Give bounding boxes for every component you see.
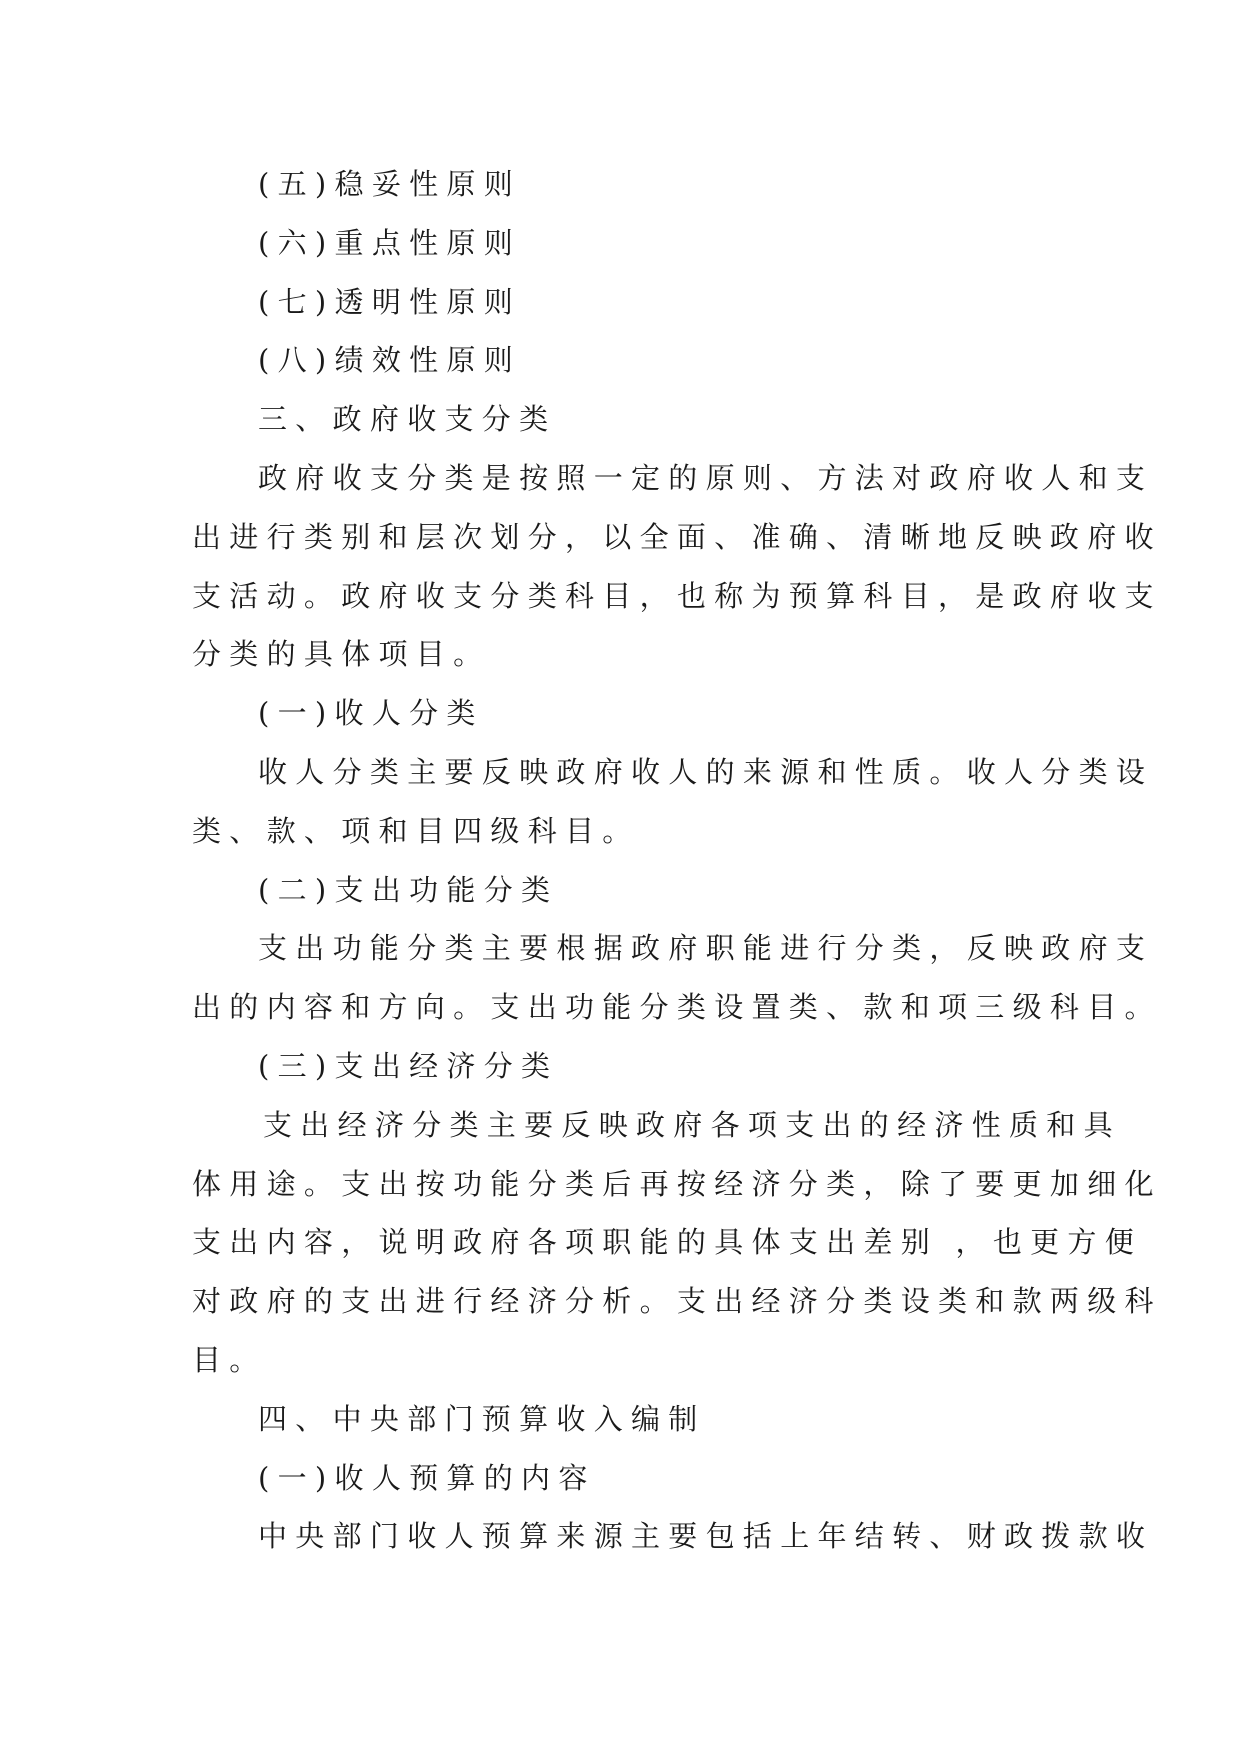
subheading-functional-classification: (二)支出功能分类 [258,872,559,907]
section-heading-4: 四、中央部门预算收入编制 [258,1401,706,1436]
subheading-revenue-budget-content: (一)收人预算的内容 [258,1460,596,1495]
paragraph-line: 支出经济分类主要反映政府各项支出的经济性质和具 [263,1107,1121,1142]
paragraph-line: 体用途。支出按功能分类后再按经济分类，除了要更加细化 [192,1166,1162,1201]
paragraph-line: 分类的具体项目。 [192,637,491,672]
heading-principle-8: (八)绩效性原则 [258,343,522,378]
heading-principle-5: (五)稳妥性原则 [258,167,522,201]
paragraph-line: 政府收支分类是按照一定的原则、方法对政府收人和支 [258,460,1154,495]
paragraph-line: 对政府的支出进行经济分析。支出经济分类设类和款两级科 [192,1284,1162,1319]
paragraph-line: 类、款、项和目四级科目。 [192,813,640,848]
paragraph-line: 支出内容，说明政府各项职能的具体支出差别 ，也更方便 [192,1225,1143,1260]
section-heading-3: 三、政府收支分类 [258,402,557,437]
heading-principle-6: (六)重点性原则 [258,225,522,260]
paragraph-line: 出进行类别和层次划分，以全面、准确、清晰地反映政府收 [192,519,1162,554]
paragraph-line: 出的内容和方向。支出功能分类设置类、款和项三级科目。 [192,990,1162,1025]
paragraph-line: 目。 [192,1342,267,1377]
subheading-revenue-classification: (一)收人分类 [258,696,484,731]
paragraph-line: 收人分类主要反映政府收人的来源和性质。收人分类设 [258,754,1154,789]
paragraph-line: 支活动。政府收支分类科目，也称为预算科目，是政府收支 [192,578,1162,613]
subheading-economic-classification: (三)支出经济分类 [258,1048,559,1083]
heading-principle-7: (七)透明性原则 [258,284,522,319]
paragraph-line: 支出功能分类主要根据政府职能进行分类，反映政府支 [258,931,1154,966]
paragraph-line: 中央部门收人预算来源主要包括上年结转、财政拨款收 [258,1519,1154,1554]
document-body [192,155,1162,1566]
